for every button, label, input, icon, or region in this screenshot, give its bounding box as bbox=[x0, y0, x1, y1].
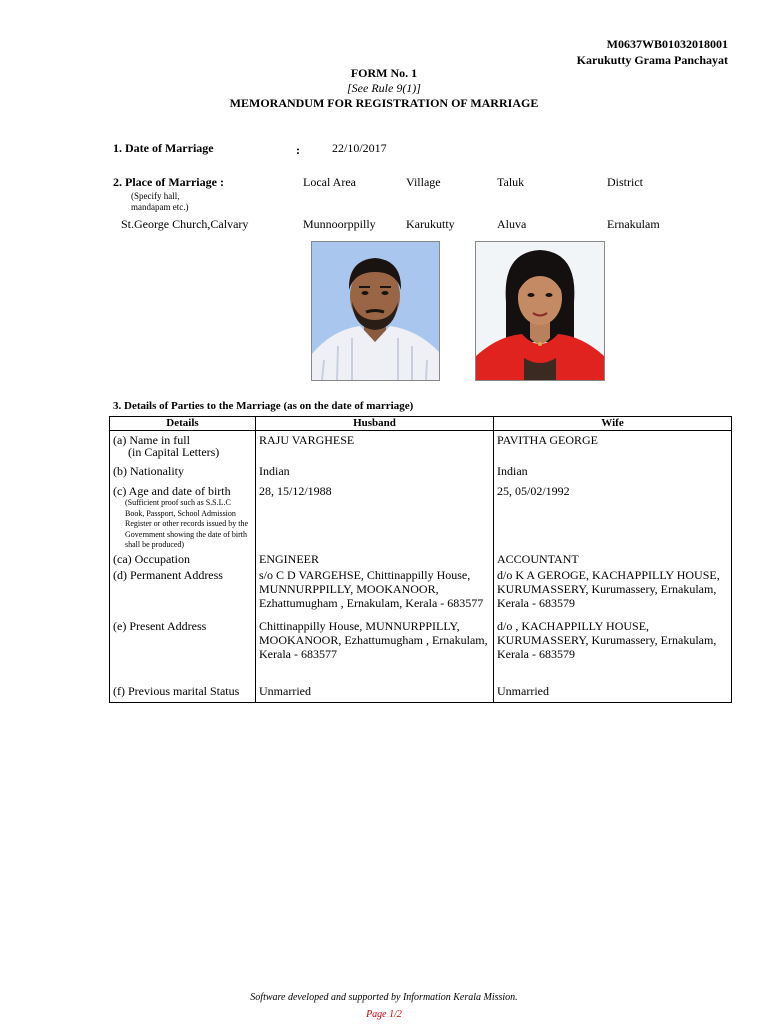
header-husband: Husband bbox=[256, 417, 494, 431]
date-of-marriage-label: 1. Date of Marriage bbox=[113, 141, 214, 155]
col-district: District bbox=[607, 175, 643, 189]
table-row-occupation bbox=[110, 552, 732, 568]
name-label-cell bbox=[110, 431, 256, 465]
husband-photo bbox=[311, 241, 440, 381]
date-of-marriage-value: 22/10/2017 bbox=[332, 141, 387, 155]
village-value: Karukutty bbox=[406, 217, 455, 231]
taluk-value: Aluva bbox=[497, 217, 527, 231]
software-note: Software developed and supported by Information Kerala Mission. bbox=[250, 992, 518, 1003]
wife-name: PAVITHA GEORGE bbox=[494, 431, 732, 465]
husband-present-address: Chittinappilly House, MUNNURPPILLY, MOOKANOOR, Ezhattumugham , Ernakulam, Kerala - 683577 bbox=[256, 619, 494, 684]
table-row-present-address bbox=[110, 619, 732, 684]
form-title: FORM No. 1 bbox=[350, 66, 418, 80]
parties-section-title: 3. Details of Parties to the Marriage (as on the date of marriage) bbox=[113, 400, 414, 412]
table-row-marital-status bbox=[110, 684, 732, 703]
table-row-age bbox=[110, 484, 732, 552]
wife-photo bbox=[475, 241, 605, 381]
occupation-label: (ca) Occupation bbox=[110, 552, 256, 568]
marital-status-label: (f) Previous marital Status bbox=[110, 684, 256, 703]
page-number: Page 1/2 bbox=[366, 1009, 402, 1020]
local-area-value: Munnoorppilly bbox=[303, 217, 376, 231]
husband-name: RAJU VARGHESE bbox=[256, 431, 494, 465]
name-label: (a) Name in full bbox=[113, 433, 190, 447]
header-block bbox=[577, 36, 728, 68]
place-note bbox=[131, 191, 188, 213]
table-header-row bbox=[110, 417, 732, 431]
permanent-address-label: (d) Permanent Address bbox=[110, 568, 256, 619]
wife-occupation: ACCOUNTANT bbox=[494, 552, 732, 568]
husband-occupation: ENGINEER bbox=[256, 552, 494, 568]
wife-present-address: d/o , KACHAPPILLY HOUSE, KURUMASSERY, Kurumassery, Ernakulam, Kerala - 683579 bbox=[494, 619, 732, 684]
husband-marital-status: Unmarried bbox=[256, 684, 494, 703]
header-details: Details bbox=[110, 417, 256, 431]
panchayat-name: Karukutty Grama Panchayat bbox=[576, 53, 728, 67]
husband-age: 28, 15/12/1988 bbox=[256, 484, 494, 552]
header-wife: Wife bbox=[494, 417, 732, 431]
wife-nationality: Indian bbox=[494, 464, 732, 484]
place-note-line1: (Specify hall, bbox=[131, 191, 180, 201]
husband-nationality: Indian bbox=[256, 464, 494, 484]
age-label: (c) Age and date of birth bbox=[113, 484, 231, 498]
table-row-permanent-address bbox=[110, 568, 732, 619]
wife-permanent-address: d/o K A GEROGE, KACHAPPILLY HOUSE, KURUMASSERY, Kurumassery, Ernakulam, Kerala - 683579 bbox=[494, 568, 732, 619]
rule-reference: [See Rule 9(1)] bbox=[347, 81, 421, 95]
age-label-cell bbox=[110, 484, 256, 552]
col-village: Village bbox=[406, 175, 441, 189]
name-sublabel: (in Capital Letters) bbox=[128, 445, 220, 459]
col-taluk: Taluk bbox=[497, 175, 525, 189]
place-note-line2: mandapam etc.) bbox=[131, 202, 189, 212]
date-colon: : bbox=[296, 143, 300, 157]
venue-name: St.George Church,Calvary bbox=[121, 217, 249, 231]
nationality-label: (b) Nationality bbox=[110, 464, 256, 484]
parties-table bbox=[109, 416, 732, 703]
table-row-name bbox=[110, 431, 732, 465]
registration-number: M0637WB01032018001 bbox=[606, 37, 728, 51]
memorandum-title: MEMORANDUM FOR REGISTRATION OF MARRIAGE bbox=[229, 96, 539, 110]
district-value: Ernakulam bbox=[607, 217, 660, 231]
table-row-nationality bbox=[110, 464, 732, 484]
age-proof-note: (Sufficient proof such as S.S.L.C Book, Passport, School Admission Register or other records issued by the Government showing the date of birth shall be produced) bbox=[125, 498, 249, 549]
husband-permanent-address: s/o C D VARGEHSE, Chittinappilly House, MUNNURPPILLY, MOOKANOOR, Ezhattumugham , Ernakulam, Kerala - 683577 bbox=[256, 568, 494, 619]
present-address-label: (e) Present Address bbox=[110, 619, 256, 684]
wife-age: 25, 05/02/1992 bbox=[494, 484, 732, 552]
col-local-area: Local Area bbox=[303, 175, 356, 189]
place-of-marriage-label: 2. Place of Marriage : bbox=[113, 175, 224, 189]
wife-marital-status: Unmarried bbox=[494, 684, 732, 703]
